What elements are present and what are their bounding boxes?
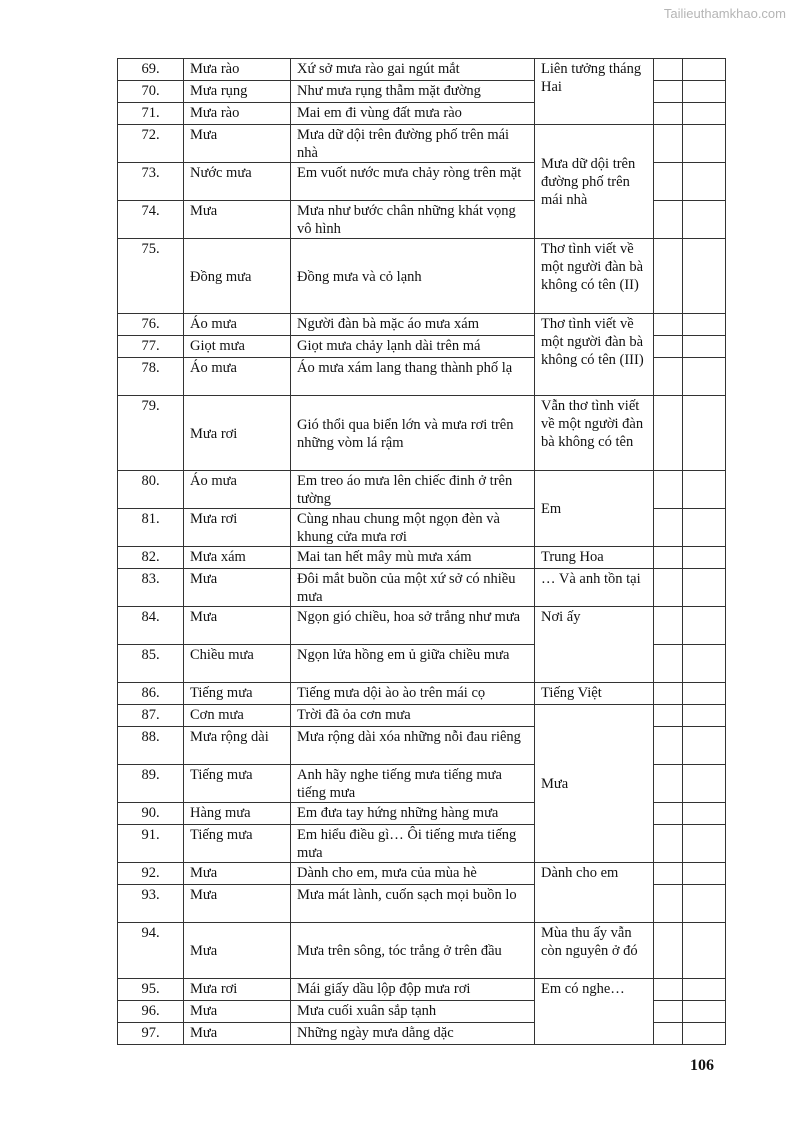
watermark: Tailieuthamkhao.com	[663, 6, 786, 21]
table-row	[118, 683, 726, 705]
verse-line: Dành cho em, mưa của mùa hè	[291, 863, 535, 885]
rain-keyword: Mưa rào	[184, 103, 291, 125]
poem-title: Dành cho em	[535, 863, 654, 923]
row-number: 72.	[118, 125, 184, 163]
rain-keyword: Mưa rơi	[184, 396, 291, 471]
verse-line: Mưa trên sông, tóc trắng ở trên đầu	[291, 923, 535, 979]
verse-line: Ngọn lửa hồng em ủ giữa chiều mưa	[291, 645, 535, 683]
empty-cell	[654, 81, 683, 103]
empty-cell	[654, 125, 683, 163]
poem-title: Em	[535, 471, 654, 547]
empty-cell	[654, 705, 683, 727]
row-number: 93.	[118, 885, 184, 923]
poem-title: Liên tưởng tháng Hai	[535, 59, 654, 125]
rain-keyword: Áo mưa	[184, 358, 291, 396]
empty-cell	[654, 863, 683, 885]
verse-line: Như mưa rụng thẫm mặt đường	[291, 81, 535, 103]
row-number: 77.	[118, 336, 184, 358]
rain-keyword: Hàng mưa	[184, 803, 291, 825]
verse-line: Em hiểu điều gì… Ôi tiếng mưa tiếng mưa	[291, 825, 535, 863]
empty-cell	[683, 765, 726, 803]
verse-line: Mưa cuối xuân sắp tạnh	[291, 1001, 535, 1023]
row-number: 97.	[118, 1023, 184, 1045]
empty-cell	[654, 569, 683, 607]
rain-keyword: Tiếng mưa	[184, 825, 291, 863]
verse-line: Người đàn bà mặc áo mưa xám	[291, 314, 535, 336]
verse-line: Em đưa tay hứng những hàng mưa	[291, 803, 535, 825]
empty-cell	[683, 1001, 726, 1023]
poem-title: Trung Hoa	[535, 547, 654, 569]
row-number: 88.	[118, 727, 184, 765]
poem-title: Vẫn thơ tình viết về một người đàn bà không có tên	[535, 396, 654, 471]
rain-keyword: Mưa	[184, 863, 291, 885]
empty-cell	[654, 683, 683, 705]
row-number: 70.	[118, 81, 184, 103]
rain-keyword: Mưa	[184, 607, 291, 645]
verse-line: Ngọn gió chiều, hoa sở trắng như mưa	[291, 607, 535, 645]
poem-title: … Và anh tồn tại	[535, 569, 654, 607]
rain-keyword: Áo mưa	[184, 471, 291, 509]
row-number: 78.	[118, 358, 184, 396]
empty-cell	[683, 727, 726, 765]
empty-cell	[683, 314, 726, 336]
empty-cell	[683, 336, 726, 358]
verse-line: Mưa mát lành, cuốn sạch mọi buồn lo	[291, 885, 535, 923]
empty-cell	[654, 645, 683, 683]
rain-keyword: Tiếng mưa	[184, 765, 291, 803]
rain-keyword: Nước mưa	[184, 163, 291, 201]
empty-cell	[654, 358, 683, 396]
empty-cell	[654, 607, 683, 645]
rain-keyword: Mưa rào	[184, 59, 291, 81]
empty-cell	[683, 59, 726, 81]
empty-cell	[654, 314, 683, 336]
empty-cell	[654, 103, 683, 125]
empty-cell	[683, 201, 726, 239]
empty-cell	[683, 863, 726, 885]
row-number: 71.	[118, 103, 184, 125]
table-row	[118, 396, 726, 471]
empty-cell	[654, 59, 683, 81]
empty-cell	[654, 201, 683, 239]
row-number: 90.	[118, 803, 184, 825]
rain-keyword: Mưa rơi	[184, 979, 291, 1001]
row-number: 75.	[118, 239, 184, 314]
empty-cell	[683, 103, 726, 125]
empty-cell	[683, 683, 726, 705]
empty-cell	[683, 547, 726, 569]
empty-cell	[654, 547, 683, 569]
empty-cell	[683, 979, 726, 1001]
poem-title: Thơ tình viết về một người đàn bà không có tên (III)	[535, 314, 654, 396]
verse-line: Mai tan hết mây mù mưa xám	[291, 547, 535, 569]
verse-line: Em vuốt nước mưa chảy ròng trên mặt	[291, 163, 535, 201]
rain-keyword: Tiếng mưa	[184, 683, 291, 705]
rain-keyword: Giọt mưa	[184, 336, 291, 358]
row-number: 83.	[118, 569, 184, 607]
empty-cell	[683, 239, 726, 314]
empty-cell	[683, 885, 726, 923]
empty-cell	[654, 727, 683, 765]
rain-keyword: Mưa	[184, 885, 291, 923]
empty-cell	[654, 509, 683, 547]
table-row	[118, 705, 726, 727]
verse-line: Tiếng mưa dội ào ào trên mái cọ	[291, 683, 535, 705]
table-row	[118, 314, 726, 336]
verse-line: Mưa rộng dài xóa những nỗi đau riêng	[291, 727, 535, 765]
verse-line: Em treo áo mưa lên chiếc đinh ở trên tường	[291, 471, 535, 509]
verse-line: Mái giấy dầu lộp độp mưa rơi	[291, 979, 535, 1001]
row-number: 95.	[118, 979, 184, 1001]
row-number: 92.	[118, 863, 184, 885]
empty-cell	[683, 705, 726, 727]
row-number: 74.	[118, 201, 184, 239]
empty-cell	[654, 336, 683, 358]
rain-keyword: Mưa rụng	[184, 81, 291, 103]
row-number: 91.	[118, 825, 184, 863]
poem-rain-table	[117, 58, 726, 1045]
row-number: 96.	[118, 1001, 184, 1023]
row-number: 87.	[118, 705, 184, 727]
rain-keyword: Mưa	[184, 1023, 291, 1045]
rain-keyword: Mưa	[184, 125, 291, 163]
empty-cell	[654, 471, 683, 509]
table-row	[118, 569, 726, 607]
row-number: 81.	[118, 509, 184, 547]
table-row	[118, 239, 726, 314]
table-row	[118, 59, 726, 81]
poem-title: Tiếng Việt	[535, 683, 654, 705]
empty-cell	[654, 803, 683, 825]
rain-keyword: Mưa	[184, 201, 291, 239]
table-row	[118, 923, 726, 979]
verse-line: Gió thổi qua biển lớn và mưa rơi trên những vòm lá rậm	[291, 396, 535, 471]
empty-cell	[683, 645, 726, 683]
empty-cell	[654, 1001, 683, 1023]
empty-cell	[654, 765, 683, 803]
poem-title: Nơi ấy	[535, 607, 654, 683]
rain-keyword: Mưa	[184, 923, 291, 979]
row-number: 76.	[118, 314, 184, 336]
empty-cell	[654, 163, 683, 201]
row-number: 73.	[118, 163, 184, 201]
empty-cell	[683, 1023, 726, 1045]
row-number: 89.	[118, 765, 184, 803]
verse-line: Anh hãy nghe tiếng mưa tiếng mưa tiếng mưa	[291, 765, 535, 803]
verse-line: Trời đã ỏa cơn mưa	[291, 705, 535, 727]
poem-title: Thơ tình viết về một người đàn bà không có tên (II)	[535, 239, 654, 314]
empty-cell	[683, 803, 726, 825]
rain-keyword: Mưa	[184, 569, 291, 607]
table-row	[118, 547, 726, 569]
rain-keyword: Mưa	[184, 1001, 291, 1023]
rain-keyword: Mưa rơi	[184, 509, 291, 547]
table-row	[118, 125, 726, 163]
verse-line: Những ngày mưa dằng dặc	[291, 1023, 535, 1045]
verse-line: Mai em đi vùng đất mưa rào	[291, 103, 535, 125]
row-number: 79.	[118, 396, 184, 471]
rain-keyword: Mưa xám	[184, 547, 291, 569]
table-body	[118, 59, 726, 1045]
table-row	[118, 863, 726, 885]
rain-keyword: Áo mưa	[184, 314, 291, 336]
empty-cell	[683, 607, 726, 645]
rain-keyword: Mưa rộng dài	[184, 727, 291, 765]
verse-line: Đồng mưa và cỏ lạnh	[291, 239, 535, 314]
poem-title: Mùa thu ấy vẫn còn nguyên ở đó	[535, 923, 654, 979]
rain-keyword: Đồng mưa	[184, 239, 291, 314]
empty-cell	[683, 125, 726, 163]
rain-keyword: Chiều mưa	[184, 645, 291, 683]
row-number: 69.	[118, 59, 184, 81]
empty-cell	[683, 569, 726, 607]
row-number: 84.	[118, 607, 184, 645]
verse-line: Cùng nhau chung một ngọn đèn và khung cửa mưa rơi	[291, 509, 535, 547]
empty-cell	[654, 239, 683, 314]
row-number: 80.	[118, 471, 184, 509]
verse-line: Xứ sở mưa rào gai ngút mắt	[291, 59, 535, 81]
row-number: 82.	[118, 547, 184, 569]
poem-title: Mưa dữ dội trên đường phố trên mái nhà	[535, 125, 654, 239]
empty-cell	[683, 471, 726, 509]
verse-line: Mưa như bước chân những khát vọng vô hình	[291, 201, 535, 239]
empty-cell	[683, 396, 726, 471]
row-number: 85.	[118, 645, 184, 683]
row-number: 86.	[118, 683, 184, 705]
verse-line: Áo mưa xám lang thang thành phố lạ	[291, 358, 535, 396]
page-number: 106	[690, 1057, 714, 1074]
empty-cell	[654, 923, 683, 979]
row-number: 94.	[118, 923, 184, 979]
empty-cell	[683, 825, 726, 863]
rain-keyword: Cơn mưa	[184, 705, 291, 727]
table-row	[118, 471, 726, 509]
empty-cell	[683, 358, 726, 396]
empty-cell	[683, 923, 726, 979]
poem-title: Mưa	[535, 705, 654, 863]
verse-line: Mưa dữ dội trên đường phố trên mái nhà	[291, 125, 535, 163]
empty-cell	[683, 81, 726, 103]
empty-cell	[654, 979, 683, 1001]
empty-cell	[654, 885, 683, 923]
table-row	[118, 607, 726, 645]
poem-title: Em có nghe…	[535, 979, 654, 1045]
empty-cell	[654, 1023, 683, 1045]
empty-cell	[683, 163, 726, 201]
verse-line: Giọt mưa chảy lạnh dài trên má	[291, 336, 535, 358]
empty-cell	[683, 509, 726, 547]
empty-cell	[654, 825, 683, 863]
table-row	[118, 979, 726, 1001]
verse-line: Đôi mắt buồn của một xứ sở có nhiều mưa	[291, 569, 535, 607]
empty-cell	[654, 396, 683, 471]
